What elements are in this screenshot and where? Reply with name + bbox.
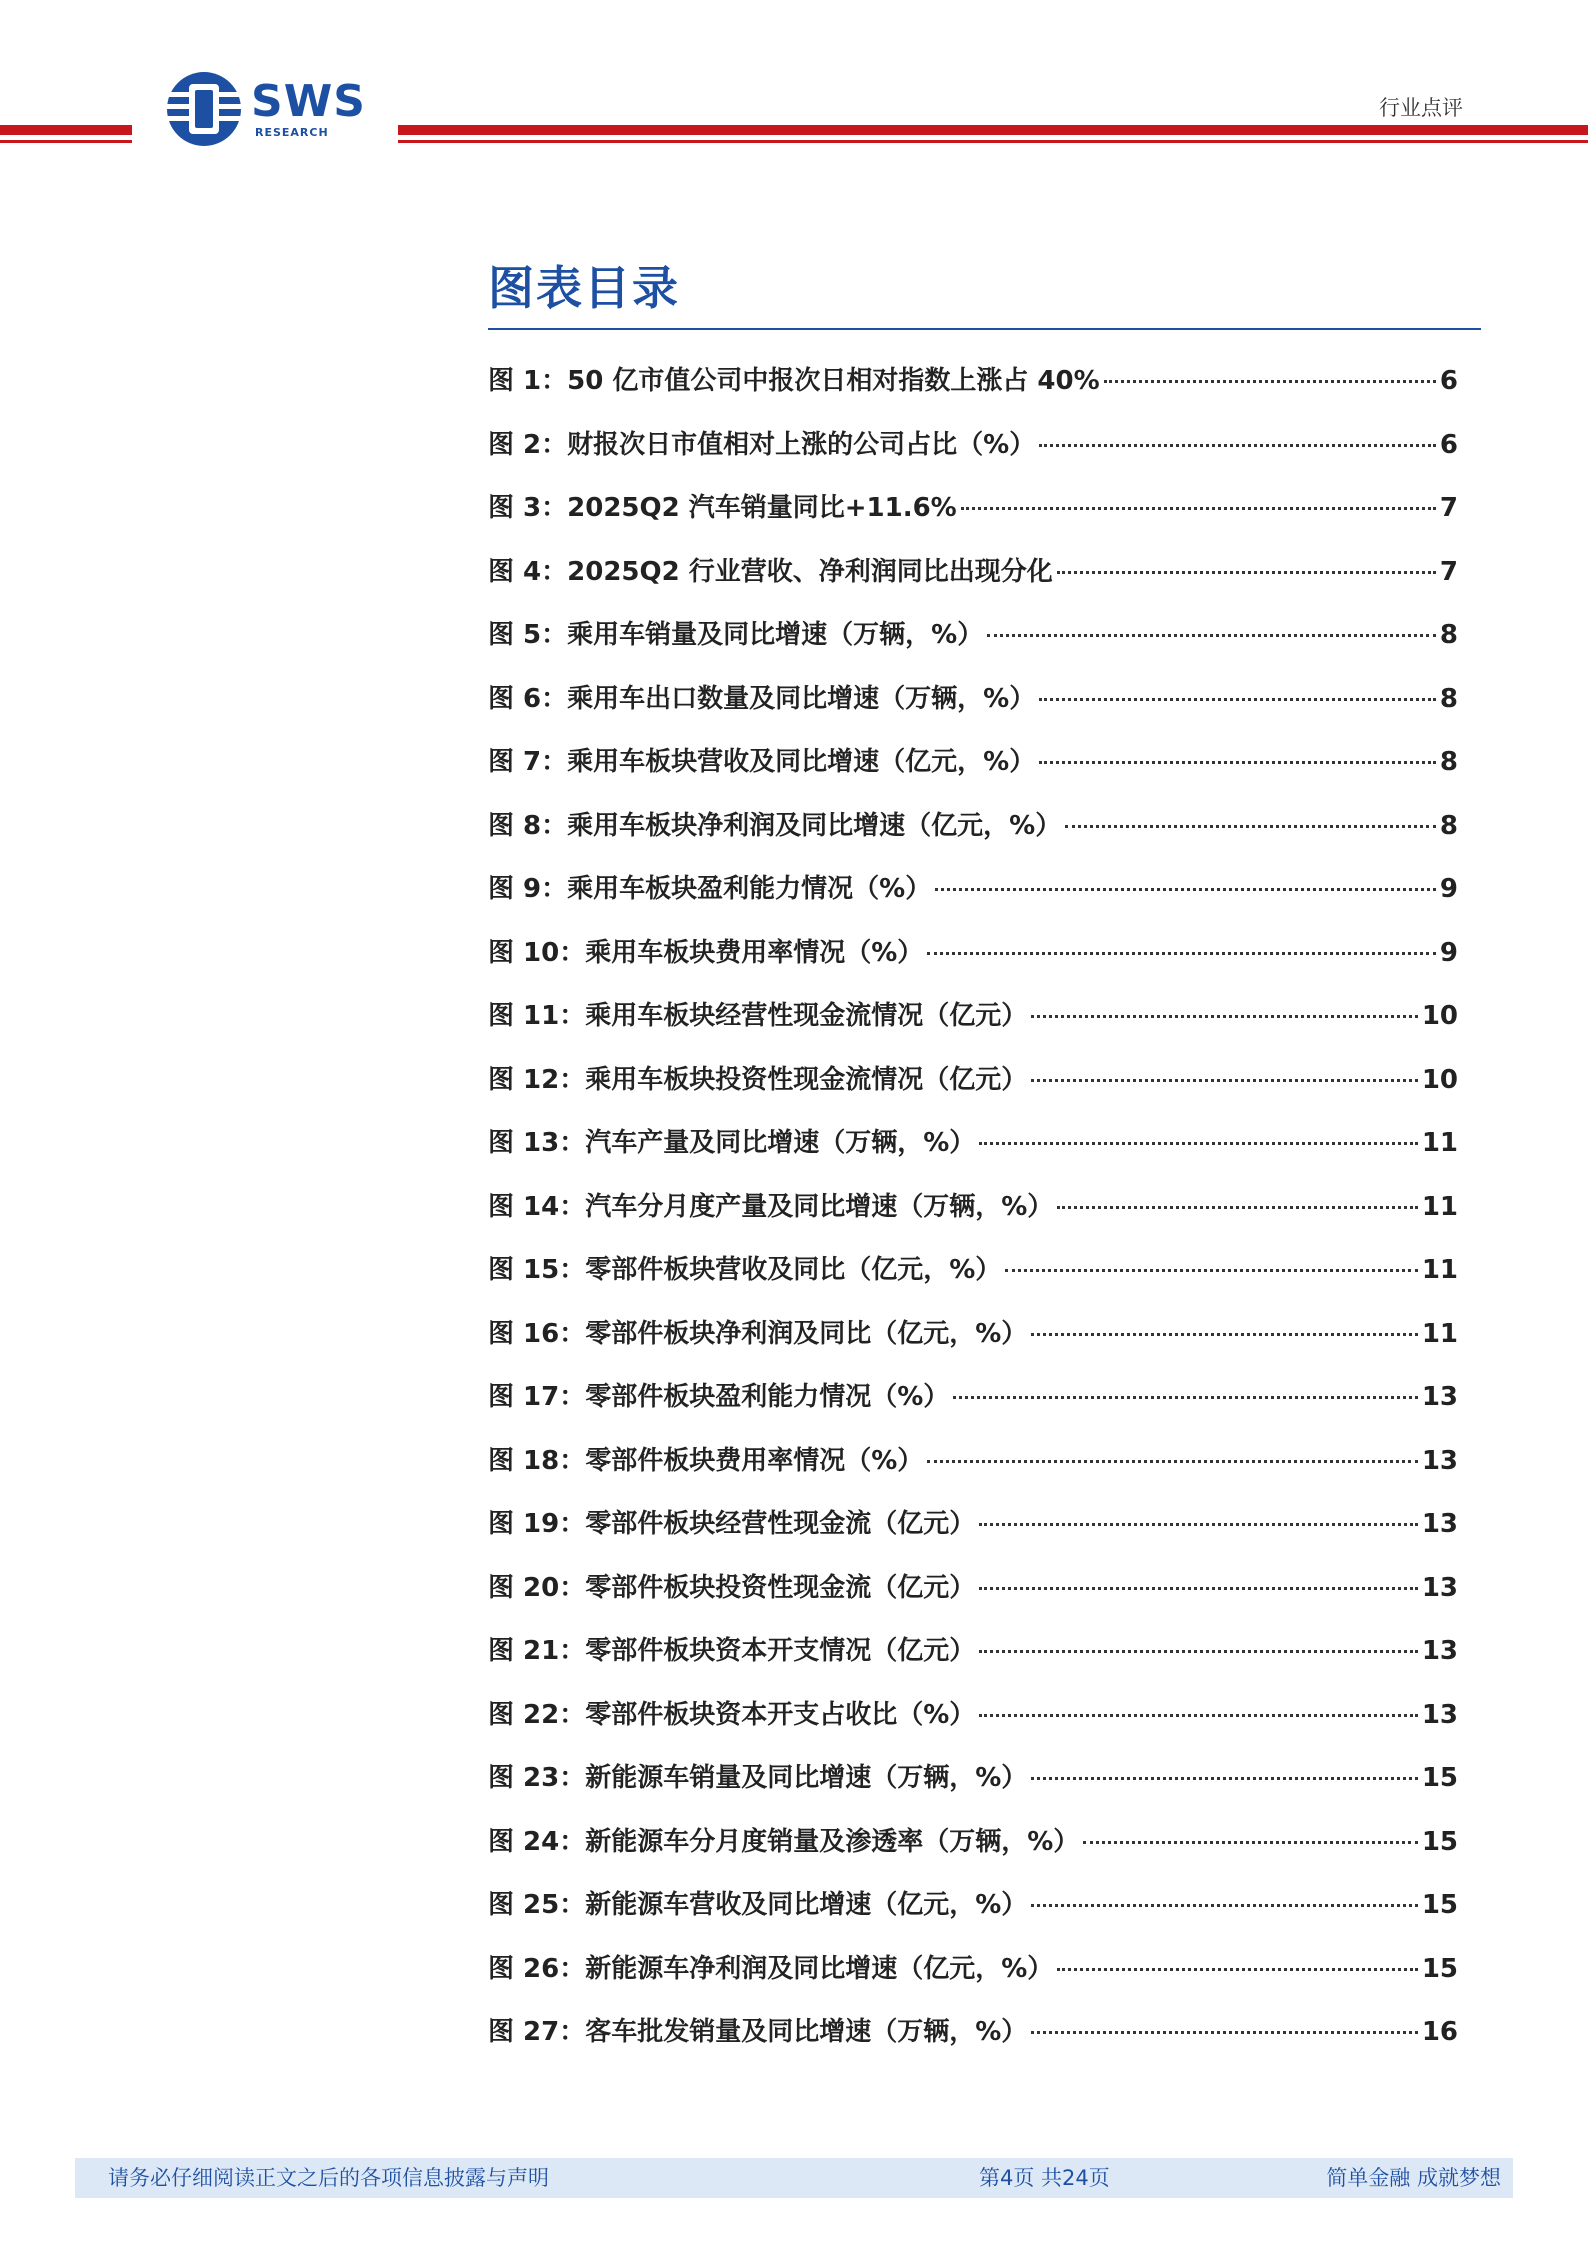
- toc-entry[interactable]: [488, 1747, 1458, 1811]
- toc-entry-page: 13: [1421, 1572, 1458, 1603]
- toc-entry-page: 13: [1421, 1636, 1458, 1666]
- toc-entry-page: 11: [1421, 1128, 1458, 1158]
- toc-dot-leader: [1005, 1269, 1418, 1272]
- toc-entry-page: 13: [1421, 1699, 1458, 1730]
- toc-entry-label: 图 8：乘用车板块净利润及同比增速（亿元，%）: [488, 810, 1062, 841]
- toc-dot-leader: [1031, 1777, 1418, 1780]
- toc-list: [488, 350, 1458, 2065]
- toc-entry-label: 图 4：2025Q2 行业营收、净利润同比出现分化: [488, 556, 1053, 587]
- toc-entry-label: 图 1：50 亿市值公司中报次日相对指数上涨占 40%: [488, 366, 1100, 396]
- toc-dot-leader: [1039, 698, 1436, 701]
- footer-slogan: 简单金融 成就梦想: [1326, 2166, 1501, 2190]
- toc-entry-label: 图 15：零部件板块营收及同比（亿元，%）: [488, 1255, 1002, 1285]
- toc-entry-label: 图 17：零部件板块盈利能力情况（%）: [488, 1382, 950, 1412]
- toc-dot-leader: [979, 1650, 1418, 1653]
- toc-entry-page: 7: [1439, 556, 1458, 587]
- toc-entry-page: 6: [1439, 429, 1458, 460]
- toc-dot-leader: [1039, 444, 1436, 447]
- toc-entry-label: 图 26：新能源车净利润及同比增速（亿元，%）: [488, 1953, 1054, 1984]
- toc-dot-leader: [979, 1142, 1418, 1145]
- toc-dot-leader: [927, 952, 1436, 955]
- toc-dot-leader: [1039, 761, 1436, 764]
- toc-dot-leader: [1057, 1968, 1418, 1971]
- toc-entry[interactable]: [488, 1239, 1458, 1303]
- toc-dot-leader: [1083, 1841, 1418, 1844]
- toc-entry-label: 图 25：新能源车营收及同比增速（亿元，%）: [488, 1890, 1028, 1920]
- toc-entry-page: 13: [1421, 1382, 1458, 1412]
- toc-entry[interactable]: [488, 1303, 1458, 1367]
- toc-entry-label: 图 7：乘用车板块营收及同比增速（亿元，%）: [488, 747, 1036, 777]
- toc-dot-leader: [961, 507, 1436, 510]
- toc-entry-page: 10: [1421, 1001, 1458, 1031]
- toc-entry-page: 16: [1421, 2017, 1458, 2047]
- toc-entry-page: 11: [1421, 1191, 1458, 1222]
- toc-entry[interactable]: [488, 731, 1458, 795]
- toc-dot-leader: [979, 1523, 1418, 1526]
- toc-entry-label: 图 16：零部件板块净利润及同比（亿元，%）: [488, 1318, 1028, 1349]
- toc-entry-page: 15: [1421, 1953, 1458, 1984]
- toc-entry-label: 图 14：汽车分月度产量及同比增速（万辆，%）: [488, 1191, 1054, 1222]
- toc-entry-label: 图 12：乘用车板块投资性现金流情况（亿元）: [488, 1064, 1028, 1095]
- toc-entry[interactable]: [488, 477, 1458, 541]
- document-type-label: 行业点评: [1379, 96, 1463, 120]
- toc-entry-page: 11: [1421, 1318, 1458, 1349]
- toc-entry-label: 图 5：乘用车销量及同比增速（万辆，%）: [488, 620, 984, 650]
- toc-entry-label: 图 27：客车批发销量及同比增速（万辆，%）: [488, 2017, 1028, 2047]
- toc-dot-leader: [1104, 380, 1436, 383]
- toc-entry-page: 13: [1421, 1445, 1458, 1476]
- toc-entry-label: 图 19：零部件板块经营性现金流（亿元）: [488, 1509, 976, 1539]
- toc-entry-page: 10: [1421, 1064, 1458, 1095]
- toc-dot-leader: [1057, 1206, 1418, 1209]
- toc-entry[interactable]: [488, 1366, 1458, 1430]
- toc-entry-page: 8: [1439, 747, 1458, 777]
- toc-entry-label: 图 6：乘用车出口数量及同比增速（万辆，%）: [488, 683, 1036, 714]
- toc-entry-label: 图 21：零部件板块资本开支情况（亿元）: [488, 1636, 976, 1666]
- sws-logo-icon: [165, 70, 243, 148]
- toc-entry-label: 图 18：零部件板块费用率情况（%）: [488, 1445, 924, 1476]
- toc-entry-label: 图 2：财报次日市值相对上涨的公司占比（%）: [488, 429, 1036, 460]
- toc-entry[interactable]: [488, 858, 1458, 922]
- toc-entry[interactable]: [488, 1176, 1458, 1240]
- footer-disclaimer: 请务必仔细阅读正文之后的各项信息披露与声明: [108, 2166, 549, 2190]
- toc-entry-page: 11: [1421, 1255, 1458, 1285]
- page-footer: [75, 2158, 1513, 2198]
- toc-entry[interactable]: [488, 1684, 1458, 1748]
- toc-entry-page: 8: [1439, 683, 1458, 714]
- toc-entry-label: 图 9：乘用车板块盈利能力情况（%）: [488, 874, 932, 904]
- toc-entry-page: 15: [1421, 1826, 1458, 1857]
- toc-entry[interactable]: [488, 1557, 1458, 1621]
- toc-dot-leader: [987, 634, 1436, 637]
- toc-dot-leader: [979, 1714, 1418, 1717]
- toc-dot-leader: [927, 1460, 1418, 1463]
- toc-dot-leader: [935, 888, 1436, 891]
- toc-entry-label: 图 22：零部件板块资本开支占收比（%）: [488, 1699, 976, 1730]
- page-header: [0, 0, 1588, 160]
- toc-entry[interactable]: [488, 668, 1458, 732]
- toc-entry-label: 图 23：新能源车销量及同比增速（万辆，%）: [488, 1763, 1028, 1793]
- toc-entry-label: 图 10：乘用车板块费用率情况（%）: [488, 937, 924, 968]
- toc-dot-leader: [1065, 825, 1436, 828]
- toc-entry[interactable]: [488, 795, 1458, 859]
- toc-entry-label: 图 11：乘用车板块经营性现金流情况（亿元）: [488, 1001, 1028, 1031]
- toc-title: 图表目录: [488, 261, 680, 315]
- toc-entry[interactable]: [488, 1430, 1458, 1494]
- toc-entry-page: 15: [1421, 1890, 1458, 1920]
- toc-entry-page: 8: [1439, 810, 1458, 841]
- toc-dot-leader: [979, 1587, 1418, 1590]
- toc-entry-page: 9: [1439, 937, 1458, 968]
- header-rule-right: [398, 125, 1588, 145]
- toc-dot-leader: [1031, 1904, 1418, 1907]
- toc-entry[interactable]: [488, 1112, 1458, 1176]
- toc-entry[interactable]: [488, 1620, 1458, 1684]
- footer-page-info: 第4页 共24页: [979, 2166, 1110, 2190]
- toc-dot-leader: [1031, 2031, 1418, 2034]
- toc-entry[interactable]: [488, 1493, 1458, 1557]
- toc-entry[interactable]: [488, 922, 1458, 986]
- toc-entry-page: 7: [1439, 493, 1458, 523]
- toc-entry[interactable]: [488, 604, 1458, 668]
- toc-dot-leader: [1031, 1079, 1418, 1082]
- logo-subtitle: RESEARCH: [255, 126, 329, 139]
- toc-entry-page: 9: [1439, 874, 1458, 904]
- toc-entry-page: 13: [1421, 1509, 1458, 1539]
- toc-dot-leader: [953, 1396, 1418, 1399]
- toc-entry[interactable]: [488, 985, 1458, 1049]
- toc-entry-page: 6: [1439, 366, 1458, 396]
- toc-title-underline: [488, 328, 1481, 330]
- toc-dot-leader: [1057, 571, 1436, 574]
- toc-entry-page: 8: [1439, 620, 1458, 650]
- toc-entry[interactable]: [488, 1811, 1458, 1875]
- toc-entry-page: 15: [1421, 1763, 1458, 1793]
- sws-logo: [165, 70, 375, 148]
- toc-entry[interactable]: [488, 541, 1458, 605]
- toc-entry[interactable]: [488, 414, 1458, 478]
- toc-entry[interactable]: [488, 350, 1458, 414]
- toc-entry-label: 图 20：零部件板块投资性现金流（亿元）: [488, 1572, 976, 1603]
- toc-entry[interactable]: [488, 1938, 1458, 2002]
- toc-dot-leader: [1031, 1333, 1418, 1336]
- toc-dot-leader: [1031, 1015, 1418, 1018]
- table-of-figures: [488, 250, 1481, 2065]
- toc-entry[interactable]: [488, 1049, 1458, 1113]
- toc-entry[interactable]: [488, 2001, 1458, 2065]
- toc-entry-label: 图 24：新能源车分月度销量及渗透率（万辆，%）: [488, 1826, 1080, 1857]
- header-rule-left: [0, 125, 132, 145]
- logo-wordmark: SWS: [251, 76, 366, 127]
- toc-entry[interactable]: [488, 1874, 1458, 1938]
- toc-entry-label: 图 13：汽车产量及同比增速（万辆，%）: [488, 1128, 976, 1158]
- toc-entry-label: 图 3：2025Q2 汽车销量同比+11.6%: [488, 493, 957, 523]
